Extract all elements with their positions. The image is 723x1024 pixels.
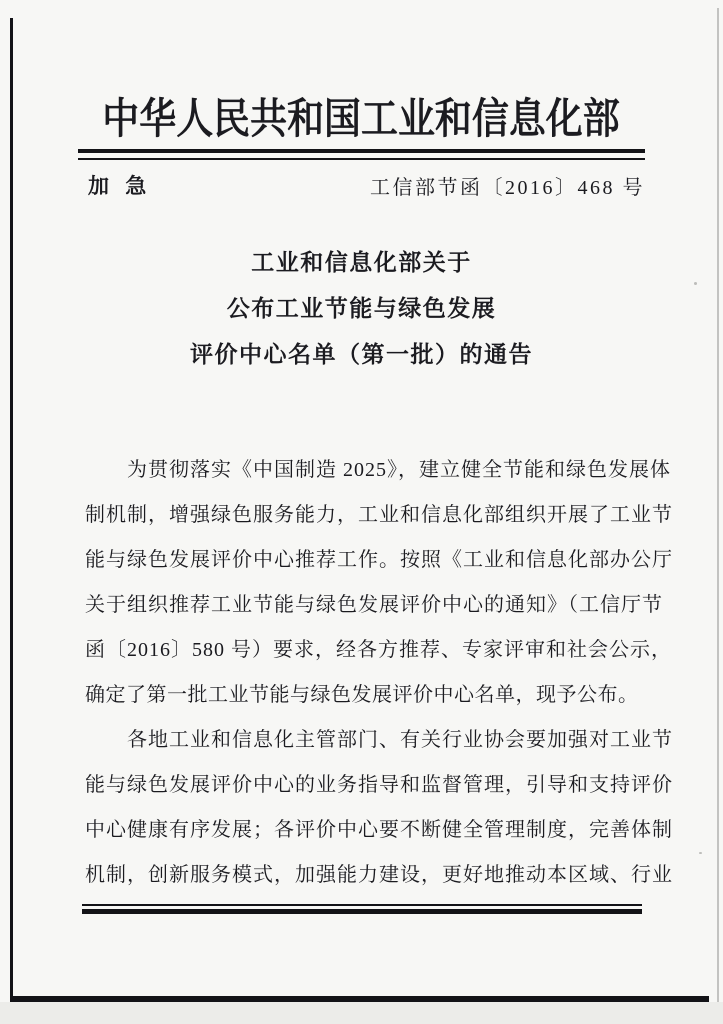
document-body [85,448,673,898]
ministry-masthead-text: 中华人民共和国工业和信息化部 [102,97,621,143]
paragraph-1-line-3: 能与绿色发展评价中心推荐工作。按照《工业和信息化部办公厅 [85,549,673,571]
document-title [0,240,723,378]
ministry-masthead [0,92,723,148]
footer-divider-thick [82,909,642,914]
masthead-divider-thin [78,158,645,160]
document-title-line-1: 工业和信息化部关于 [251,250,472,275]
document-title-line-3: 评价中心名单（第一批）的通告 [190,342,533,367]
paragraph-2-line-3: 中心健康有序发展；各评价中心要不断健全管理制度，完善体制 [85,819,673,841]
paragraph-1-line-4: 关于组织推荐工业节能与绿色发展评价中心的通知》（工信厅节 [85,594,663,616]
footer-divider-thin [82,904,642,906]
right-scan-edge [717,8,719,1016]
paragraph-2-line-1: 各地工业和信息化主管部门、有关行业协会要加强对工业节 [127,729,673,751]
paragraph-2-line-4: 机制，创新服务模式，加强能力建设，更好地推动本区域、行业 [85,864,673,886]
scan-speck [699,852,702,854]
urgency-label: 加 急 [88,174,148,198]
paragraph-1-line-1: 为贯彻落实《中国制造 2025》，建立健全节能和绿色发展体 [127,459,671,481]
scan-background-strip [0,1002,723,1024]
paragraph-1-line-2: 制机制，增强绿色服务能力，工业和信息化部组织开展了工业节 [85,504,673,526]
paragraph-1-line-5: 函〔2016〕580 号）要求，经各方推荐、专家评审和社会公示， [85,639,672,661]
left-scan-edge [10,18,13,998]
document-title-line-2: 公布工业节能与绿色发展 [226,296,497,321]
document-number: 工信部节函〔2016〕468 号 [370,177,645,199]
paragraph-1-line-6: 确定了第一批工业节能与绿色发展评价中心名单，现予公布。 [85,684,639,706]
paragraph-2-line-2: 能与绿色发展评价中心的业务指导和监督管理，引导和支持评价 [85,774,673,796]
masthead-divider-thick [78,149,645,153]
